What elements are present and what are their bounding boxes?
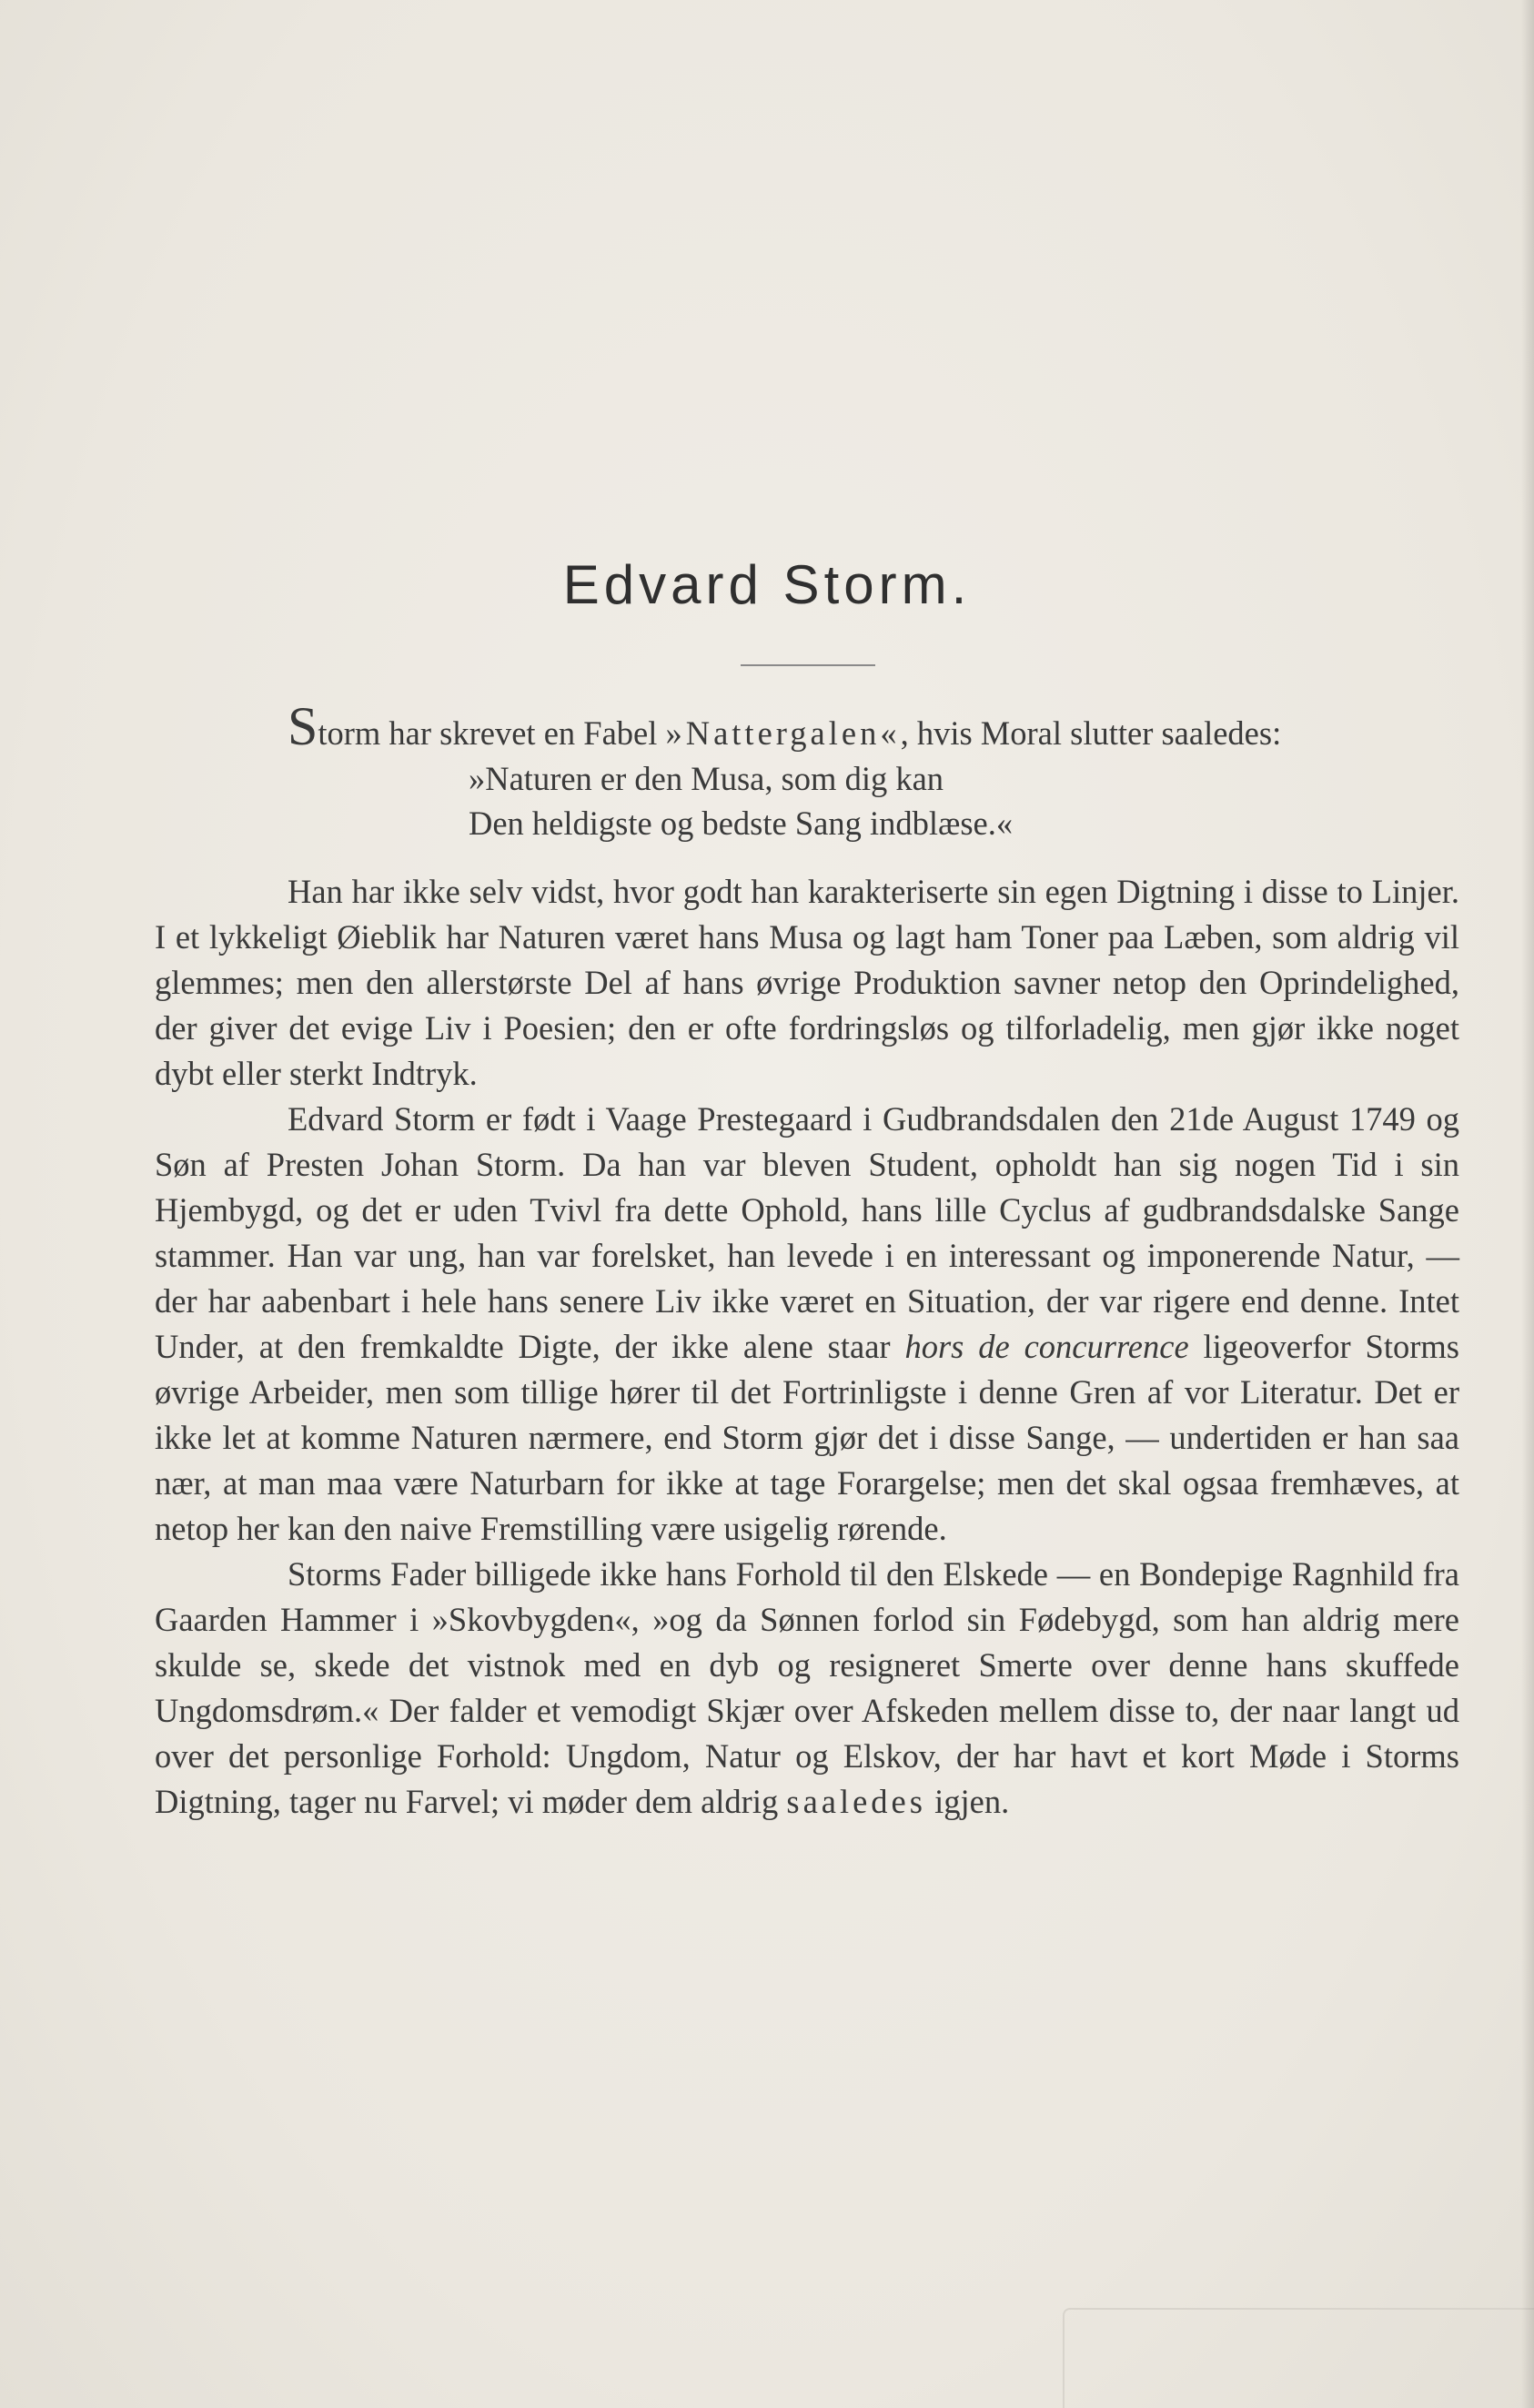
paragraph-intro: [155, 696, 1459, 756]
spaced-word: saaledes: [786, 1783, 926, 1820]
farewell-text-after: igjen.: [925, 1783, 1010, 1820]
biography-text-after: ligeoverfor Storms øvrige Arbeider, men som tillige hører til det Fortrinligste i denne Gren af vor Literatur. Det er ikke let at komme Naturen nærmere, end Storm gjør det i disse Sange, — undertiden er han saa nær, at man maa være Naturbarn for ikke at tage Forargelse; men det skal ogsaa fremhæves, at netop her kan den naive Fremstilling være usigelig rørende.: [155, 1328, 1460, 1547]
intro-text-after: , hvis Moral slutter saaledes:: [900, 714, 1282, 752]
verse-line: »Naturen er den Musa, som dig kan: [469, 760, 944, 797]
paragraph-characterisation: Han har ikke selv vidst, hvor godt han karakteriserte sin egen Digtning i disse to Linjer. I et lykkeligt Øieblik har Naturen været hans Musa og lagt ham Toner paa Læben, som aldrig vil glemmes; men den allerstørste Del af hans øvrige Produktion savner netop den Oprindelighed, der giver det evige Liv i Poesien; den er ofte fordringsløs og tilforladelig, men gjør ikke noget dybt eller sterkt Indtryk.: [155, 873, 1459, 1092]
intro-text-before: torm har skrevet en Fabel: [318, 714, 666, 752]
title-divider: [741, 664, 875, 666]
fable-title: »Nattergalen«: [665, 714, 901, 752]
verse-line: Den heldigste og bedste Sang indblæse.«: [469, 804, 1014, 842]
paragraph-biography: [155, 1097, 1459, 1552]
scan-frame-edge: [1063, 2308, 1534, 2408]
page-edge-shadow: [1521, 0, 1534, 2408]
chapter-title: Edvard Storm.: [562, 554, 972, 615]
farewell-text-before: Storms Fader billigede ikke hans Forhold til den Elskede — en Bondepige Ragnhild fra Gaarden Hammer i »Skovbygden«, »og da Sønnen forlod sin Fødebygd, som han aldrig mere skulde se, skede det vistnok med en dyb og resigneret Smerte over denne hans skuffede Ungdomsdrøm.« Der falder et vemodigt Skjær over Afskeden mellem disse to, der naar langt ud over det personlige Forhold: Ungdom, Natur og Elskov, der har havt et kort Møde i Storms Digtning, tager nu Farvel; vi møder dem aldrig: [155, 1555, 1459, 1820]
drop-cap: S: [288, 696, 318, 756]
verse-quote: [155, 756, 1459, 845]
body-text: [155, 696, 1460, 1825]
italic-phrase: hors de concurrence: [904, 1328, 1189, 1365]
paragraph-farewell: [155, 1552, 1459, 1825]
biography-text-before: Edvard Storm er født i Vaage Prestegaard i Gudbrandsdalen den 21de August 1749 og Søn af Presten Johan Storm. Da han var bleven Student, opholdt han sig nogen Tid i sin Hjembygd, og det er uden Tvivl fra dette Ophold, hans lille Cyclus af gudbrandsdalske Sange stammer. Han var ung, han var forelsket, han levede i en interessant og imponerende Natur, — der har aabenbart i hele hans senere Liv ikke været en Situation, der var rigere end denne. Intet Under, at den fremkaldte Digte, der ikke alene staar: [155, 1100, 1459, 1365]
